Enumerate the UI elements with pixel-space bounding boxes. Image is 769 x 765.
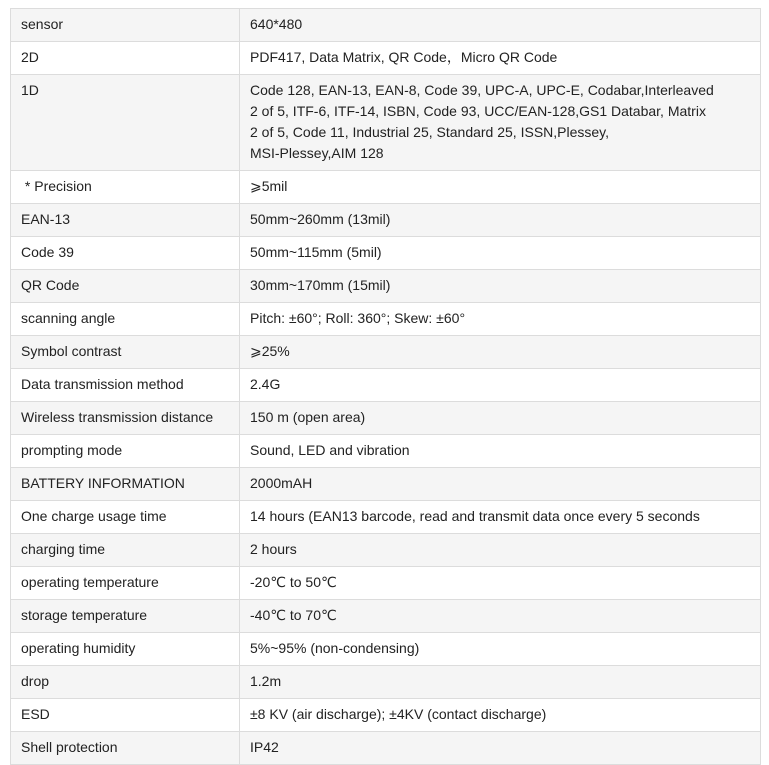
spec-value-line: Pitch: ±60°; Roll: 360°; Skew: ±60°	[250, 310, 466, 326]
spec-value	[240, 435, 761, 468]
spec-value-line: ±8 KV (air discharge); ±4KV (contact discharge)	[250, 706, 547, 722]
spec-value-line: 150 m (open area)	[250, 409, 366, 425]
spec-value-line: 2000mAH	[250, 475, 313, 491]
spec-value	[240, 666, 761, 699]
table-row	[11, 303, 761, 336]
table-row	[11, 270, 761, 303]
spec-value	[240, 633, 761, 666]
spec-value	[240, 171, 761, 204]
spec-value-line: -20℃ to 50℃	[250, 574, 337, 590]
spec-label: prompting mode	[11, 435, 240, 468]
spec-label: 2D	[11, 42, 240, 75]
spec-value	[240, 9, 761, 42]
spec-label: Code 39	[11, 237, 240, 270]
spec-value	[240, 567, 761, 600]
table-row	[11, 567, 761, 600]
spec-value	[240, 534, 761, 567]
spec-label: operating humidity	[11, 633, 240, 666]
spec-value-line: 2 of 5, Code 11, Industrial 25, Standard 25, ISSN,Plessey,	[250, 124, 610, 140]
spec-label: BATTERY INFORMATION	[11, 468, 240, 501]
spec-value-line: 2 hours	[250, 541, 297, 557]
table-row	[11, 336, 761, 369]
spec-value-line: 14 hours (EAN13 barcode, read and transmit data once every 5 seconds	[250, 508, 700, 524]
table-row	[11, 402, 761, 435]
table-row	[11, 9, 761, 42]
table-row	[11, 171, 761, 204]
spec-value	[240, 42, 761, 75]
spec-value-line: 50mm~115mm (5mil)	[250, 244, 382, 260]
table-row	[11, 732, 761, 765]
spec-value-line: ⩾25%	[250, 343, 290, 359]
spec-label: QR Code	[11, 270, 240, 303]
spec-value	[240, 600, 761, 633]
spec-label: charging time	[11, 534, 240, 567]
spec-value-line: 5%~95% (non-condensing)	[250, 640, 420, 656]
spec-value-line: IP42	[250, 739, 279, 755]
spec-value-line: -40℃ to 70℃	[250, 607, 337, 623]
spec-value	[240, 204, 761, 237]
table-row	[11, 534, 761, 567]
spec-label: Shell protection	[11, 732, 240, 765]
table-row	[11, 42, 761, 75]
spec-label: operating temperature	[11, 567, 240, 600]
spec-label: EAN-13	[11, 204, 240, 237]
spec-label: scanning angle	[11, 303, 240, 336]
spec-label: drop	[11, 666, 240, 699]
spec-value	[240, 270, 761, 303]
spec-value-line: 2 of 5, ITF-6, ITF-14, ISBN, Code 93, UCC/EAN-128,GS1 Databar, Matrix	[250, 103, 706, 119]
table-row	[11, 600, 761, 633]
spec-value-line: 2.4G	[250, 376, 281, 392]
table-row	[11, 369, 761, 402]
spec-value	[240, 303, 761, 336]
spec-label: sensor	[11, 9, 240, 42]
table-row	[11, 633, 761, 666]
table-row	[11, 699, 761, 732]
spec-value-line: Sound, LED and vibration	[250, 442, 410, 458]
spec-value	[240, 732, 761, 765]
spec-value	[240, 336, 761, 369]
spec-value	[240, 402, 761, 435]
spec-value-line: PDF417, Data Matrix, QR Code，Micro QR Code	[250, 49, 558, 65]
spec-value	[240, 468, 761, 501]
table-row	[11, 237, 761, 270]
spec-value	[240, 75, 761, 171]
spec-value	[240, 369, 761, 402]
spec-value-line: 30mm~170mm (15mil)	[250, 277, 391, 293]
table-row	[11, 468, 761, 501]
spec-value-line: 640*480	[250, 16, 303, 32]
table-row	[11, 666, 761, 699]
table-row	[11, 435, 761, 468]
spec-value-line: Code 128, EAN-13, EAN-8, Code 39, UPC-A, UPC-E, Codabar,Interleaved	[250, 82, 714, 98]
spec-value	[240, 501, 761, 534]
spec-value-line: ⩾5mil	[250, 178, 288, 194]
spec-label: storage temperature	[11, 600, 240, 633]
spec-label: ESD	[11, 699, 240, 732]
spec-label: 1D	[11, 75, 240, 171]
table-row	[11, 204, 761, 237]
spec-label: Symbol contrast	[11, 336, 240, 369]
spec-label: * Precision	[11, 171, 240, 204]
spec-value	[240, 237, 761, 270]
spec-value-line: MSI-Plessey,AIM 128	[250, 145, 384, 161]
spec-table-body	[11, 9, 761, 765]
spec-label: Wireless transmission distance	[11, 402, 240, 435]
spec-label: Data transmission method	[11, 369, 240, 402]
spec-value-line: 1.2m	[250, 673, 282, 689]
spec-label: One charge usage time	[11, 501, 240, 534]
table-row	[11, 75, 761, 171]
table-row	[11, 501, 761, 534]
spec-value	[240, 699, 761, 732]
spec-value-line: 50mm~260mm (13mil)	[250, 211, 391, 227]
spec-table	[10, 8, 761, 765]
